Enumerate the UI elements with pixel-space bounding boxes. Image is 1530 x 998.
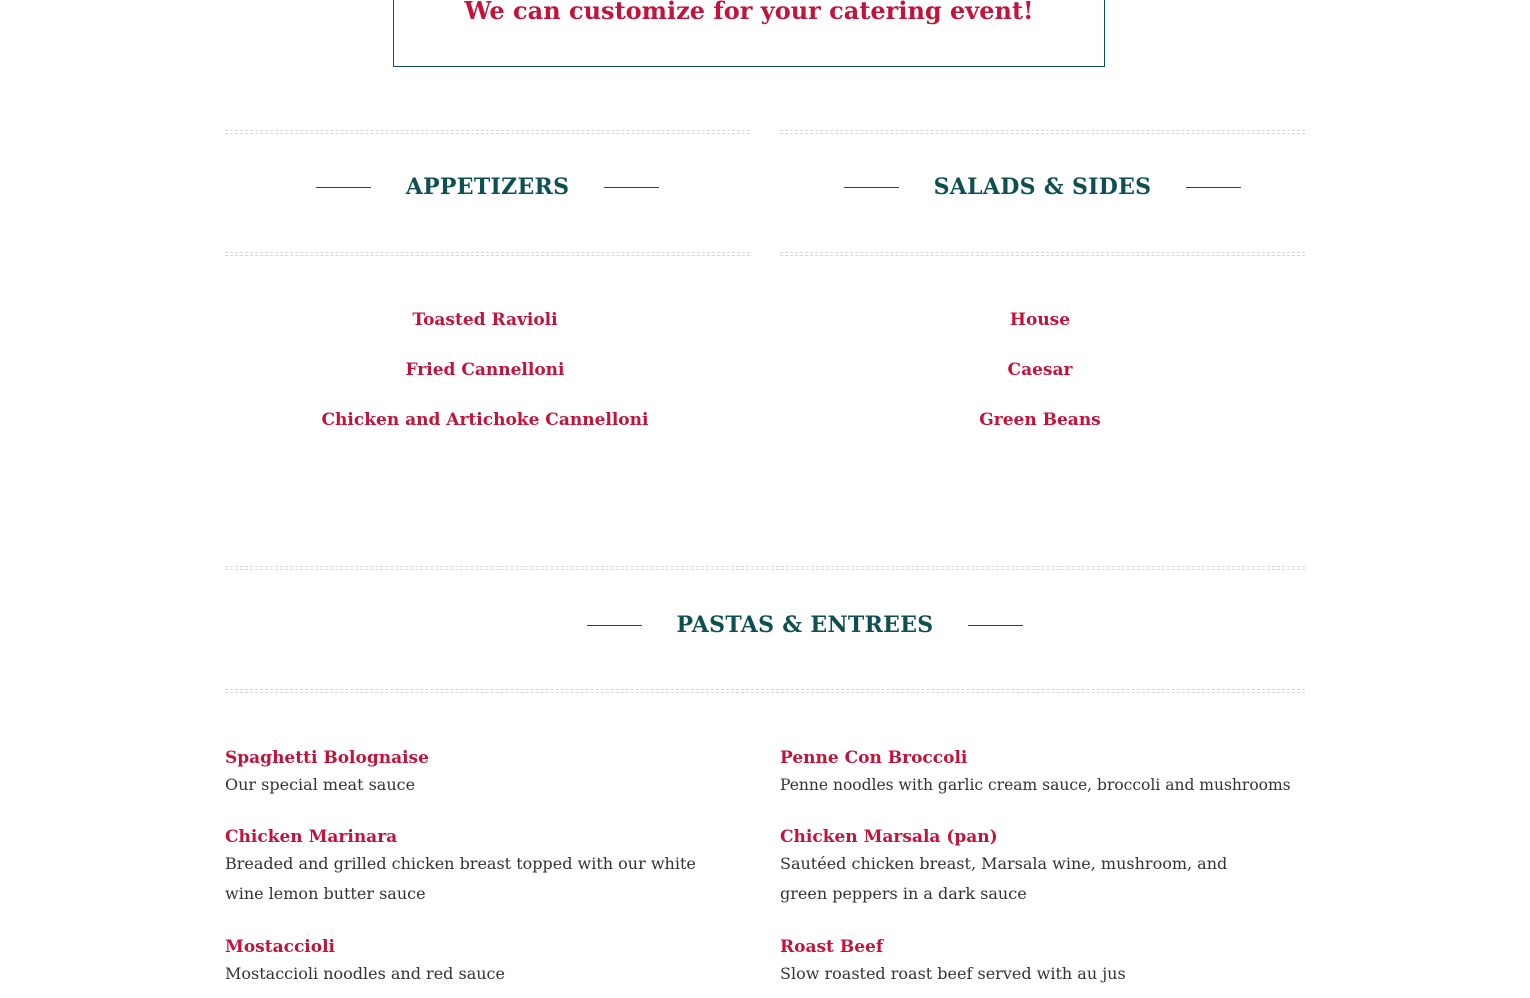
dashed-divider [780,252,1305,256]
title-side-line [316,187,371,188]
entree-description: Mostaccioli noodles and red sauce [225,964,505,983]
salad-item: House [1009,310,1071,330]
entree-name: Roast Beef [780,937,884,957]
entree-name: Spaghetti Bolognaise [225,748,429,768]
entree-item [225,746,750,800]
title-side-line [844,187,899,188]
entree-name: Penne Con Broccoli [780,748,968,768]
title-side-line [968,625,1023,626]
dashed-divider [225,252,750,256]
salads-sides-title: SALADS & SIDES [933,174,1152,200]
pastas-entrees-header [225,566,1305,693]
entree-description: Sautéed chicken breast, Marsala wine, mushroom, and green peppers in a dark sauce [780,854,1228,903]
entree-item [780,825,1305,909]
title-side-line [587,625,642,626]
appetizer-item: Fried Cannelloni [405,360,565,380]
title-side-line [604,187,659,188]
salad-item: Caesar [1007,360,1073,380]
entree-description: Penne noodles with garlic cream sauce, broccoli and mushrooms [780,776,1291,794]
entree-description: Breaded and grilled chicken breast topped with our white wine lemon butter sauce [225,854,696,903]
entree-description: Slow roasted roast beef served with au jus [780,964,1126,983]
dashed-divider [225,689,1305,693]
catering-callout-text: We can customize for your catering event! [464,0,1034,25]
appetizers-list [225,309,745,459]
appetizer-item: Chicken and Artichoke Cannelloni [321,410,649,430]
entree-item [780,746,1305,800]
entree-name: Mostaccioli [225,937,336,957]
pastas-entrees-title: PASTAS & ENTREES [676,612,934,638]
title-side-line [1186,187,1241,188]
salads-sides-header [780,130,1305,256]
entree-description: Our special meat sauce [225,775,416,794]
entree-name: Chicken Marsala (pan) [780,827,998,847]
entree-item [780,935,1305,989]
dashed-divider [225,130,750,134]
entree-name: Chicken Marinara [225,827,398,847]
entree-item [225,935,750,989]
salad-item: Green Beans [979,410,1101,430]
appetizers-header [225,130,750,256]
appetizer-item: Toasted Ravioli [412,310,558,330]
appetizers-title: APPETIZERS [405,174,570,200]
entree-item [225,825,750,909]
dashed-divider [225,566,1305,570]
catering-callout-box [393,0,1105,67]
salads-sides-list [780,309,1300,459]
dashed-divider [780,130,1305,134]
